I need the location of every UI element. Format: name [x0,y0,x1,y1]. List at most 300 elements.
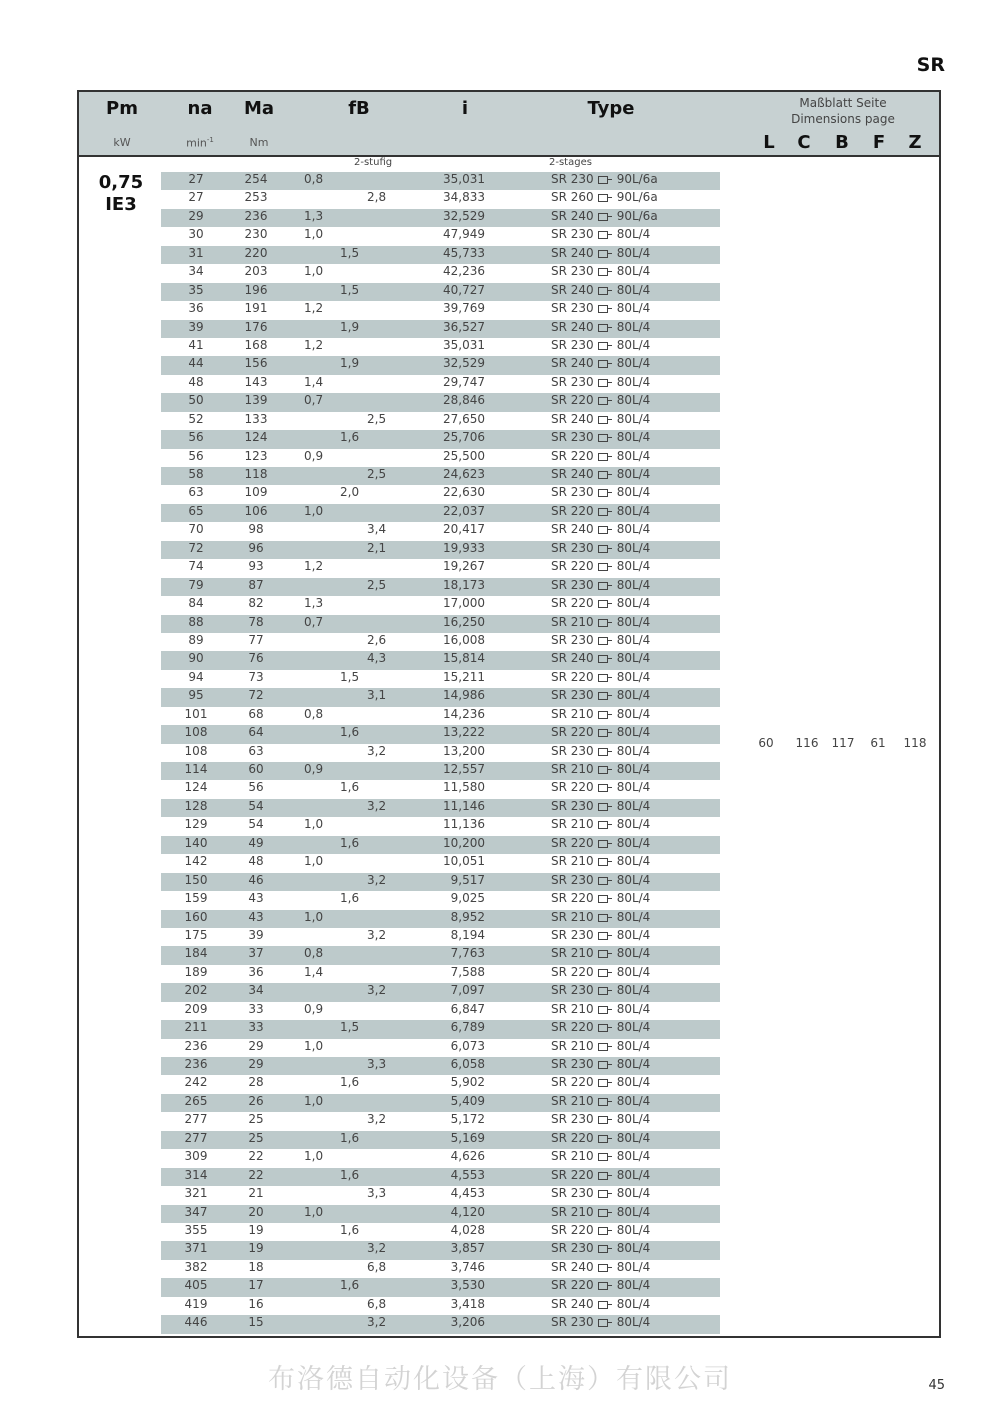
cell-i: 3,530 [450,1278,485,1293]
cell-i: 32,529 [443,208,485,223]
cell-i: 12,557 [443,762,485,776]
cell-i: 3,857 [450,1241,485,1256]
cell-type [551,928,650,942]
cell-type [551,1297,650,1311]
cell-type [551,1149,650,1163]
cell-type [551,1315,650,1329]
cell-type [551,522,650,536]
cell-fb: 3,2 [367,1315,387,1330]
type-motor: 80L/4 [616,743,651,758]
mounting-symbol-icon [598,914,608,922]
cell-fb: 1,4 [304,374,324,389]
type-gearbox: SR 240 [551,522,594,537]
cell-na: 371 [184,1241,208,1256]
table-row [161,1278,720,1296]
type-gearbox: SR 230 [551,743,594,758]
cell-i: 25,706 [443,430,485,445]
cell-type [551,209,658,223]
mounting-symbol-icon [598,379,608,387]
cell-i: 6,789 [450,1020,485,1035]
cell-type [551,338,650,352]
cell-type [551,301,650,315]
cell-ma: 236 [244,208,268,223]
cell-fb: 1,9 [340,319,360,334]
cell-na: 27 [188,190,204,205]
cell-ma: 253 [244,190,268,205]
cell-fb: 1,0 [304,909,324,924]
table-row [161,780,720,798]
header-pm-unit: kW [113,136,131,149]
type-gearbox: SR 240 [551,282,594,297]
cell-fb: 3,4 [367,522,387,537]
table-row [161,1112,720,1130]
cell-i: 16,008 [443,632,485,647]
cell-i: 15,814 [443,651,485,666]
table-row [161,1186,720,1204]
type-gearbox: SR 240 [551,356,594,371]
cell-na: 277 [184,1112,208,1127]
type-gearbox: SR 230 [551,632,594,647]
table-row [161,873,720,891]
type-motor: 80L/4 [616,964,651,979]
cell-ma: 49 [248,835,264,850]
mounting-symbol-icon [598,471,608,479]
cell-na: 159 [184,891,208,906]
table-row [161,1260,720,1278]
cell-type [551,412,650,426]
type-motor: 80L/4 [616,430,651,445]
cell-ma: 25 [248,1130,264,1145]
type-motor: 80L/4 [616,282,651,297]
cell-na: 211 [184,1020,208,1035]
type-motor: 80L/4 [616,596,651,611]
cell-fb: 6,8 [367,1296,387,1311]
cell-ma: 48 [248,854,264,869]
type-motor: 80L/4 [616,1259,651,1274]
cell-na: 50 [188,393,204,408]
cell-ma: 123 [244,448,268,463]
cell-fb: 1,5 [340,669,360,684]
table-row [161,1168,720,1186]
type-motor: 80L/4 [616,854,651,869]
cell-ma: 78 [248,614,264,629]
dim-value-f: 61 [870,736,886,750]
type-gearbox: SR 220 [551,1020,594,1035]
table-row [161,946,720,964]
cell-fb: 0,8 [304,706,324,721]
type-gearbox: SR 230 [551,1186,594,1201]
mounting-symbol-icon [598,729,608,737]
mounting-symbol-icon [598,582,608,590]
table-row [161,393,720,411]
cell-type [551,1057,650,1071]
table-row [161,688,720,706]
cell-i: 7,763 [450,946,485,961]
footer-company: 布洛德自动化设备（上海）有限公司 [268,1364,732,1395]
table-row [161,430,720,448]
cell-type [551,596,650,610]
cell-type [551,670,650,684]
cell-i: 8,194 [450,927,485,942]
cell-ma: 203 [244,264,268,279]
cell-ma: 22 [248,1167,264,1182]
type-gearbox: SR 210 [551,706,594,721]
cell-fb: 3,1 [367,688,387,703]
sub-label-type: 2-stages [549,157,592,168]
mounting-symbol-icon [598,619,608,627]
type-motor: 80L/4 [616,1222,651,1237]
type-gearbox: SR 230 [551,227,594,242]
mounting-symbol-icon [598,987,608,995]
cell-ma: 46 [248,872,264,887]
cell-i: 27,650 [443,411,485,426]
cell-na: 29 [188,208,204,223]
page-number: 45 [928,1378,945,1393]
table-row [161,1205,720,1223]
cell-ma: 19 [248,1241,264,1256]
cell-ma: 26 [248,1093,264,1108]
type-motor: 80L/4 [616,411,651,426]
dim-value-l: 60 [758,736,774,750]
cell-i: 10,051 [443,854,485,869]
cell-i: 32,529 [443,356,485,371]
mounting-symbol-icon [598,1245,608,1253]
cell-na: 355 [184,1222,208,1237]
cell-ma: 168 [244,337,268,352]
type-gearbox: SR 220 [551,964,594,979]
cell-ma: 19 [248,1222,264,1237]
cell-na: 236 [184,1038,208,1053]
type-gearbox: SR 220 [551,1167,594,1182]
cell-i: 5,172 [450,1112,485,1127]
cell-i: 4,553 [450,1167,485,1182]
table-row [161,301,720,319]
cell-type [551,780,650,794]
cell-type [551,1075,650,1089]
selection-table [77,90,941,1338]
cell-type [551,983,650,997]
cell-i: 4,120 [450,1204,485,1219]
cell-i: 11,146 [443,798,485,813]
cell-i: 20,417 [443,522,485,537]
cell-fb: 0,7 [304,393,324,408]
mounting-symbol-icon [598,748,608,756]
cell-i: 7,588 [450,964,485,979]
cell-fb: 1,6 [340,780,360,795]
cell-ma: 124 [244,430,268,445]
cell-i: 45,733 [443,245,485,260]
cell-ma: 230 [244,227,268,242]
cell-type [551,1186,650,1200]
cell-ma: 22 [248,1149,264,1164]
cell-type [551,485,650,499]
cell-na: 382 [184,1259,208,1274]
type-motor: 80L/4 [616,1315,651,1330]
table-row [161,1020,720,1038]
table-row [161,744,720,762]
mounting-symbol-icon [598,1301,608,1309]
cell-ma: 254 [244,172,268,186]
mounting-symbol-icon [598,305,608,313]
cell-na: 202 [184,983,208,998]
cell-fb: 1,6 [340,1278,360,1293]
cell-ma: 109 [244,485,268,500]
type-gearbox: SR 220 [551,1278,594,1293]
cell-type [551,615,650,629]
table-row [161,190,720,208]
mounting-symbol-icon [598,194,608,202]
mounting-symbol-icon [598,416,608,424]
type-motor: 80L/4 [616,319,651,334]
cell-fb: 4,3 [367,651,387,666]
cell-type [551,1241,650,1255]
table-row [161,725,720,743]
cell-na: 277 [184,1130,208,1145]
type-gearbox: SR 210 [551,817,594,832]
cell-ma: 29 [248,1038,264,1053]
table-row [161,320,720,338]
type-motor: 80L/4 [616,780,651,795]
mounting-symbol-icon [598,508,608,516]
type-gearbox: SR 240 [551,411,594,426]
cell-na: 56 [188,430,204,445]
mounting-symbol-icon [598,1227,608,1235]
table-row [161,1094,720,1112]
cell-i: 35,031 [443,172,485,186]
cell-type [551,725,650,739]
cell-na: 34 [188,264,204,279]
type-motor: 90L/6a [616,190,658,205]
table-row [161,910,720,928]
cell-i: 4,453 [450,1186,485,1201]
type-motor: 80L/4 [616,1093,651,1108]
mounting-symbol-icon [598,397,608,405]
cell-type [551,707,650,721]
section-code: SR [916,54,945,76]
cell-type [551,1223,650,1237]
header-dim-c: C [797,132,811,153]
cell-fb: 2,0 [340,485,360,500]
type-motor: 80L/4 [616,651,651,666]
header-dim-l: L [763,132,775,153]
cell-ma: 36 [248,964,264,979]
cell-na: 446 [184,1315,208,1330]
cell-fb: 2,5 [367,411,387,426]
cell-na: 314 [184,1167,208,1182]
cell-ma: 176 [244,319,268,334]
mounting-symbol-icon [598,1264,608,1272]
cell-i: 22,630 [443,485,485,500]
type-motor: 80L/4 [616,245,651,260]
cell-na: 72 [188,540,204,555]
type-motor: 80L/4 [616,706,651,721]
type-gearbox: SR 230 [551,374,594,389]
type-gearbox: SR 220 [551,448,594,463]
table-row [161,1223,720,1241]
mounting-symbol-icon [598,877,608,885]
cell-type [551,1039,650,1053]
cell-i: 5,169 [450,1130,485,1145]
mounting-symbol-icon [598,176,608,184]
cell-ma: 56 [248,780,264,795]
cell-type [551,1112,650,1126]
mounting-symbol-icon [598,711,608,719]
cell-fb: 1,2 [304,559,324,574]
cell-fb: 1,3 [304,596,324,611]
type-gearbox: SR 210 [551,946,594,961]
mounting-symbol-icon [598,932,608,940]
table-row [161,412,720,430]
cell-na: 150 [184,872,208,887]
type-motor: 80L/4 [616,632,651,647]
table-row [161,172,720,190]
cell-type [551,578,650,592]
cell-ma: 17 [248,1278,264,1293]
type-motor: 80L/4 [616,448,651,463]
cell-fb: 1,0 [304,227,324,242]
cell-fb: 1,6 [340,725,360,740]
cell-na: 94 [188,669,204,684]
cell-na: 48 [188,374,204,389]
cell-na: 31 [188,245,204,260]
dim-value-z: 118 [903,736,927,750]
cell-type [551,283,650,297]
mounting-symbol-icon [598,250,608,258]
type-gearbox: SR 260 [551,190,594,205]
cell-type [551,504,650,518]
type-motor: 80L/4 [616,522,651,537]
cell-fb: 6,8 [367,1259,387,1274]
cell-na: 419 [184,1296,208,1311]
type-motor: 80L/4 [616,301,651,316]
table-row [161,522,720,540]
mounting-symbol-icon [598,674,608,682]
type-gearbox: SR 240 [551,1259,594,1274]
type-gearbox: SR 220 [551,1222,594,1237]
cell-fb: 1,0 [304,1204,324,1219]
cell-i: 29,747 [443,374,485,389]
cell-i: 35,031 [443,337,485,352]
cell-na: 27 [188,172,204,186]
mounting-symbol-icon [598,324,608,332]
header-dim-en: Dimensions page [791,112,895,126]
type-gearbox: SR 220 [551,596,594,611]
type-gearbox: SR 210 [551,1093,594,1108]
cell-na: 88 [188,614,204,629]
cell-fb: 1,6 [340,1130,360,1145]
mounting-symbol-icon [598,784,608,792]
table-row [161,596,720,614]
mounting-symbol-icon [598,360,608,368]
mounting-symbol-icon [598,268,608,276]
cell-ma: 156 [244,356,268,371]
cell-type [551,1094,650,1108]
table-row [161,264,720,282]
type-gearbox: SR 210 [551,614,594,629]
cell-type [551,873,650,887]
type-motor: 80L/4 [616,725,651,740]
cell-na: 140 [184,835,208,850]
cell-fb: 0,9 [304,448,324,463]
mounting-symbol-icon [598,1190,608,1198]
header-pm: Pm [106,98,138,119]
cell-na: 101 [184,706,208,721]
type-gearbox: SR 230 [551,264,594,279]
table-row [161,1075,720,1093]
cell-type [551,1168,650,1182]
cell-fb: 3,2 [367,872,387,887]
header-i: i [461,98,469,119]
cell-na: 124 [184,780,208,795]
cell-na: 189 [184,964,208,979]
table-row [161,615,720,633]
table-row [161,891,720,909]
header-na-unit: $\min^{-1}$ [186,136,214,150]
cell-ma: 28 [248,1075,264,1090]
table-header [79,92,939,157]
table-row [161,707,720,725]
cell-ma: 54 [248,798,264,813]
type-gearbox: SR 240 [551,1296,594,1311]
type-motor: 80L/4 [616,356,651,371]
cell-i: 4,626 [450,1149,485,1164]
header-dim-f: F [872,132,886,153]
cell-fb: 2,8 [367,190,387,205]
header-na: na [187,98,213,119]
cell-na: 175 [184,927,208,942]
cell-ma: 33 [248,1020,264,1035]
type-gearbox: SR 210 [551,762,594,776]
cell-i: 25,500 [443,448,485,463]
cell-fb: 3,2 [367,927,387,942]
cell-na: 39 [188,319,204,334]
type-gearbox: SR 230 [551,172,594,186]
cell-type [551,946,650,960]
type-motor: 80L/4 [616,337,651,352]
cell-ma: 82 [248,596,264,611]
cell-na: 242 [184,1075,208,1090]
table-row [161,504,720,522]
type-motor: 80L/4 [616,1241,651,1256]
mounting-symbol-icon [598,287,608,295]
cell-ma: 20 [248,1204,264,1219]
type-motor: 80L/4 [616,540,651,555]
table-row [161,799,720,817]
header-type: Type [587,98,635,119]
type-motor: 80L/4 [616,1204,651,1219]
header-dim-b: B [835,132,849,153]
cell-fb: 1,0 [304,854,324,869]
cell-fb: 0,9 [304,1001,324,1016]
type-gearbox: SR 230 [551,927,594,942]
type-motor: 80L/4 [616,1075,651,1090]
cell-na: 74 [188,559,204,574]
type-motor: 80L/4 [616,1296,651,1311]
cell-fb: 1,9 [340,356,360,371]
type-motor: 80L/4 [616,669,651,684]
type-motor: 80L/4 [616,1057,651,1071]
cell-i: 3,206 [450,1315,485,1330]
mounting-symbol-icon [598,895,608,903]
cell-ma: 133 [244,411,268,426]
type-motor: 80L/4 [616,393,651,408]
cell-type [551,190,658,204]
type-gearbox: SR 230 [551,798,594,813]
cell-fb: 0,8 [304,172,324,186]
table-row [161,1002,720,1020]
mounting-symbol-icon [598,950,608,958]
cell-ma: 21 [248,1186,264,1201]
